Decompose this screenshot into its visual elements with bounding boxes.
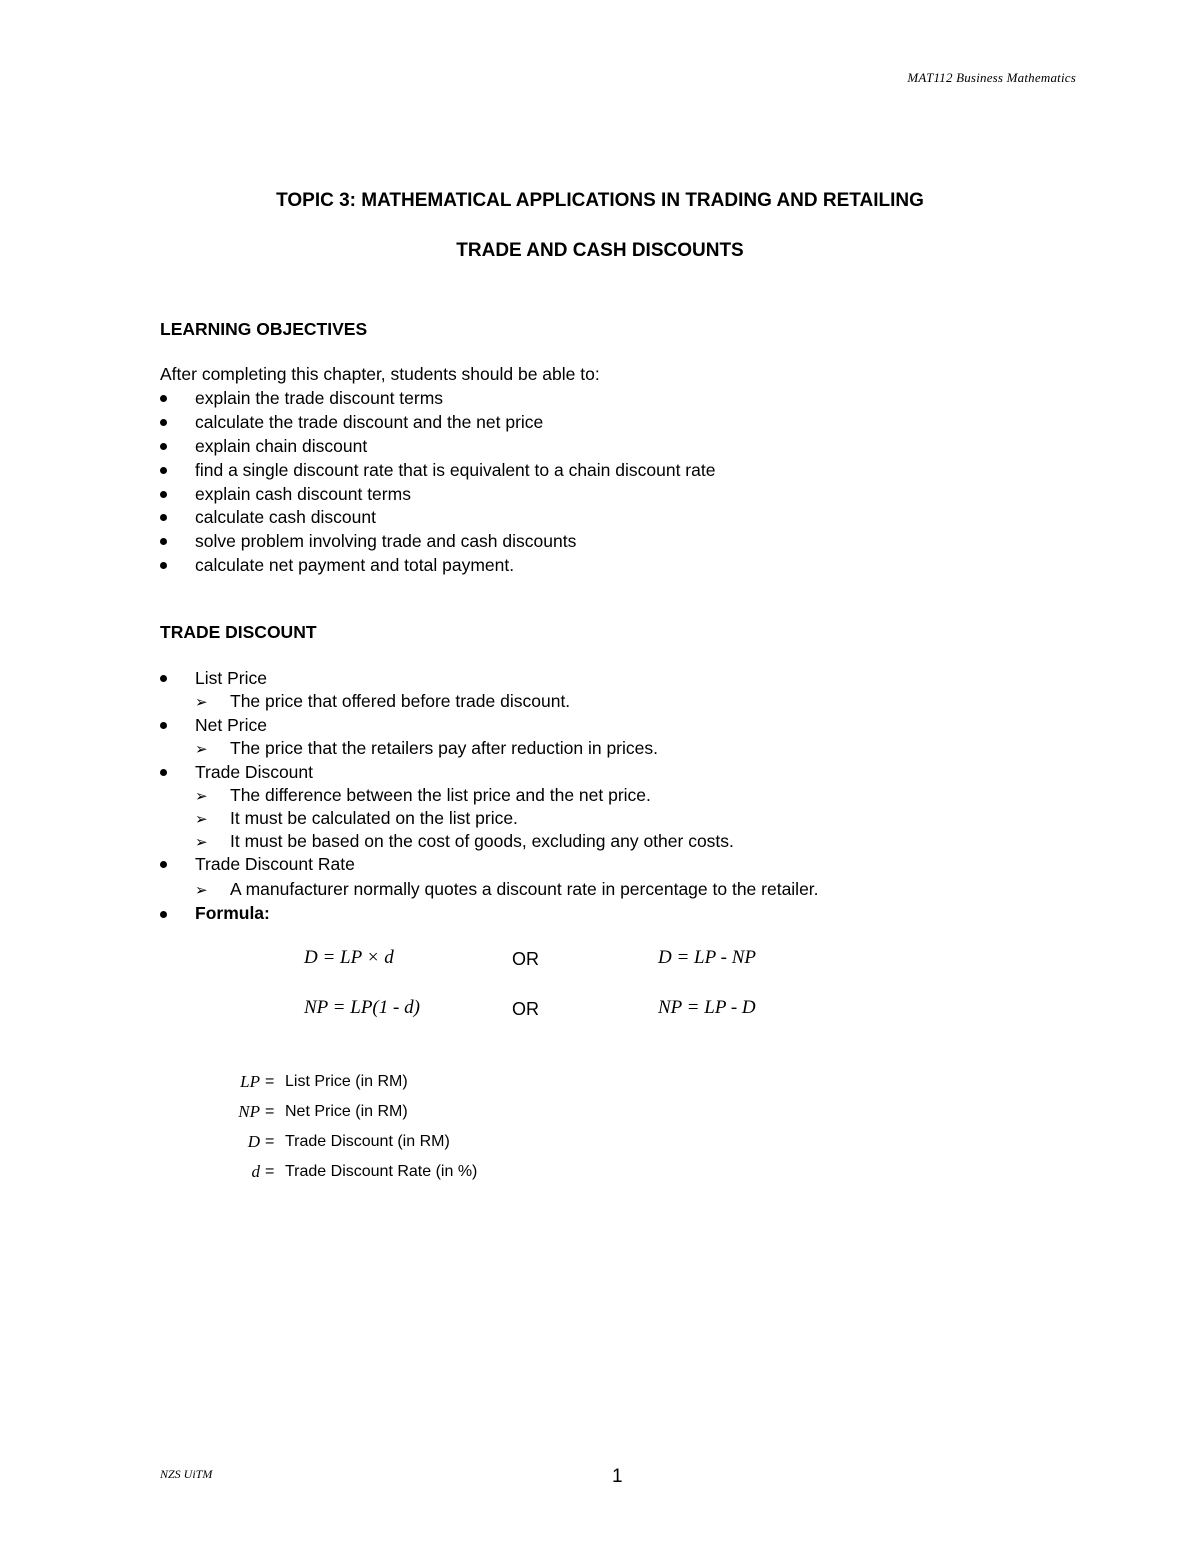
footer-author: NZS UiTM <box>160 1467 213 1481</box>
definition-equals: = <box>265 1133 275 1150</box>
sub-item: The difference between the list price and the net price. <box>230 785 651 805</box>
list-item: explain cash discount terms <box>195 484 411 504</box>
page-number: 1 <box>612 1466 623 1487</box>
definition-symbol: LP <box>240 1072 260 1091</box>
definition-equals: = <box>265 1073 275 1090</box>
definition-text: Trade Discount (in RM) <box>285 1133 450 1150</box>
arrow-bullet-icon: ➢ <box>195 694 208 711</box>
formula-label: Formula: <box>195 903 270 923</box>
definition-text: List Price (in RM) <box>285 1073 408 1090</box>
list-item: calculate the trade discount and the net price <box>195 412 544 432</box>
definition-symbol: NP <box>238 1102 260 1121</box>
term-net-price: Net Price <box>195 715 267 735</box>
formula-discount-alt: D = LP - NP <box>658 947 756 968</box>
bullet-icon <box>160 395 167 402</box>
arrow-bullet-icon: ➢ <box>195 834 208 851</box>
arrow-bullet-icon: ➢ <box>195 741 208 758</box>
sub-item: The price that offered before trade discount. <box>230 691 571 711</box>
bullet-icon <box>160 538 167 545</box>
bullet-icon <box>160 491 167 498</box>
bullet-icon <box>160 419 167 426</box>
bullet-icon <box>160 861 167 868</box>
running-header: MAT112 Business Mathematics <box>907 70 1076 85</box>
arrow-bullet-icon: ➢ <box>195 788 208 805</box>
list-item: explain the trade discount terms <box>195 388 444 408</box>
formula-or: OR <box>512 999 539 1019</box>
bullet-icon <box>160 722 167 729</box>
sub-item: The price that the retailers pay after reduction in prices. <box>230 738 658 758</box>
sub-item: It must be based on the cost of goods, excluding any other costs. <box>230 831 734 851</box>
list-item: calculate net payment and total payment. <box>195 555 515 575</box>
list-item: explain chain discount <box>195 436 368 456</box>
sub-item: It must be calculated on the list price. <box>230 808 518 828</box>
definition-symbol: D <box>247 1132 260 1151</box>
arrow-bullet-icon: ➢ <box>195 882 208 899</box>
bullet-icon <box>160 675 167 682</box>
bullet-icon <box>160 514 167 521</box>
term-list-price: List Price <box>195 668 267 688</box>
formula-or: OR <box>512 949 539 969</box>
list-item: find a single discount rate that is equivalent to a chain discount rate <box>195 460 716 480</box>
bullet-icon <box>160 467 167 474</box>
formula-discount: D = LP × d <box>304 947 394 968</box>
page-subtitle: TRADE AND CASH DISCOUNTS <box>456 240 744 261</box>
term-trade-discount: Trade Discount <box>195 762 314 782</box>
definition-text: Net Price (in RM) <box>285 1103 408 1120</box>
bullet-icon <box>160 911 167 918</box>
definition-equals: = <box>265 1103 275 1120</box>
term-trade-discount-rate: Trade Discount Rate <box>195 854 355 874</box>
list-item: calculate cash discount <box>195 507 376 527</box>
page-title: TOPIC 3: MATHEMATICAL APPLICATIONS IN TRADING AND RETAILING <box>276 190 924 211</box>
sub-item: A manufacturer normally quotes a discount rate in percentage to the retailer. <box>230 879 819 899</box>
formula-net-price-alt: NP = LP - D <box>658 997 756 1018</box>
bullet-icon <box>160 443 167 450</box>
arrow-bullet-icon: ➢ <box>195 811 208 828</box>
definition-text: Trade Discount Rate (in %) <box>285 1163 478 1180</box>
objectives-intro: After completing this chapter, students should be able to: <box>160 364 600 384</box>
bullet-icon <box>160 562 167 569</box>
trade-discount-heading: TRADE DISCOUNT <box>160 622 317 642</box>
definition-equals: = <box>265 1163 275 1180</box>
learning-objectives-heading: LEARNING OBJECTIVES <box>160 319 368 339</box>
list-item: solve problem involving trade and cash discounts <box>195 531 577 551</box>
formula-net-price: NP = LP(1 - d) <box>304 997 420 1018</box>
bullet-icon <box>160 769 167 776</box>
definition-symbol: d <box>251 1162 260 1181</box>
